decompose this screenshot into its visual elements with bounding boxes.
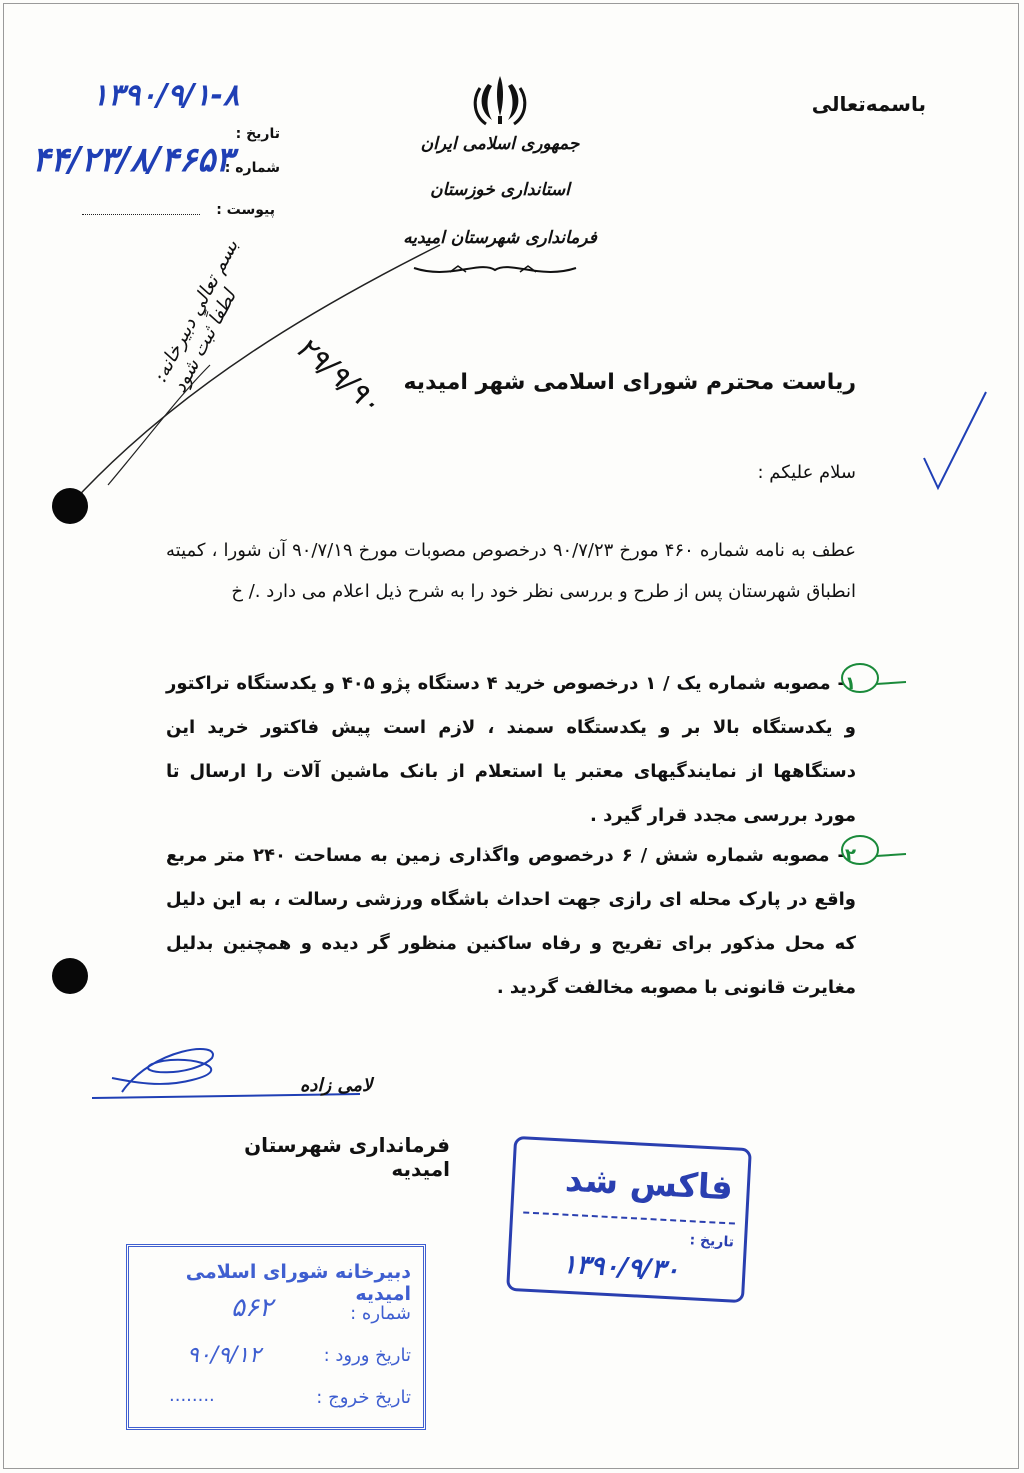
- basmala: باسمه‌تعالی: [811, 92, 926, 116]
- item-1-circle-mark: [836, 658, 908, 698]
- attachment-label: پیوست :: [216, 202, 275, 218]
- margin-note-date: ۲۹/۹/۹۰: [288, 329, 389, 422]
- number-handwritten: ۴۴/۲۳/۸/۴۶۵۳: [32, 140, 234, 180]
- item-number-circled: ۲: [845, 845, 856, 866]
- item-text: - مصوبه شماره یک / ۱ درخصوص خرید ۴ دستگاه پژو ۴۰۵ و یکدستگاه تراکتور و یکدستگاه بالا بر و یکدستگاه سمند ، لازم است پیش فاکتور خرید این دستگاهها از نمایندگیهای معتبر یا استعلام از بانک ماشین آلات را ارسال تا مورد بررسی مجدد قرار گیرد .: [166, 673, 856, 826]
- date-handwritten: ۱۳۹۰/۹/۱-۸: [92, 78, 240, 113]
- number-label: شماره :: [224, 160, 280, 176]
- org-line-country: جمهوری اسلامی ایران: [420, 134, 580, 154]
- org-line-province: استانداری خوزستان: [430, 180, 570, 200]
- iran-emblem-icon: [470, 72, 530, 128]
- item-text: - مصوبه شماره شش / ۶ درخصوص واگذاری زمین به مساحت ۲۴۰ متر مربع واقع در پارک محله ای رازی جهت احداث باشگاه ورزشی رسالت ، به این دلیل که محل مذکور برای تفریح و رفاه ساکنین منظور گر دیده و همچنین بدلیل مغایرت قانونی با مصوبه مخالفت گردید .: [166, 845, 856, 998]
- item-2-circle-mark: [836, 830, 908, 870]
- margin-stroke: [60, 235, 460, 515]
- secretariat-number-value: ۵۶۲: [231, 1293, 273, 1323]
- intro-paragraph: عطف به نامه شماره ۴۶۰ مورخ ۹۰/۷/۲۳ درخصوص مصوبات مورخ ۹۰/۷/۱۹ آن شورا ، کمیته انطباق شهرستان پس از طرح و بررسی نظر خود را به شرح ذیل اعلام می دارد ./ خ: [166, 540, 856, 602]
- org-line-county: فرمانداری شهرستان امیدیه: [403, 228, 597, 248]
- resolution-item-2: [166, 834, 856, 1010]
- punch-hole-bottom: [52, 958, 88, 994]
- fax-stamp-date-label: تاریخ :: [689, 1232, 735, 1251]
- check-mark-icon: [920, 388, 990, 498]
- recipient-line: ریاست محترم شورای اسلامی شهر امیدیه: [403, 370, 856, 395]
- signatory-title: فرمانداری شهرستان امیدیه: [244, 1133, 450, 1181]
- secretariat-entry-label: تاریخ ورود :: [323, 1345, 411, 1366]
- secretariat-stamp: [126, 1244, 426, 1430]
- signature-scribble: [92, 1038, 362, 1108]
- resolution-item-1: [166, 662, 856, 838]
- secretariat-number-label: شماره :: [350, 1303, 411, 1324]
- attachment-dots: [82, 200, 200, 215]
- greeting: سلام علیکم :: [757, 462, 856, 483]
- punch-hole-top: [52, 488, 88, 524]
- signatory-name: لامی زاده: [300, 1075, 373, 1096]
- margin-note: بسم تعالی دبیرخانه: لطفاً ثبت شود: [148, 235, 243, 397]
- secretariat-entry-value: ۹۰/۹/۱۲: [187, 1343, 261, 1368]
- secretariat-stamp-title: دبیرخانه شورای اسلامی امیدیه: [185, 1261, 411, 1305]
- secretariat-exit-value: ........: [169, 1385, 215, 1406]
- item-number-circled: ۱: [844, 673, 856, 694]
- fax-stamp-title: فاکس شد: [564, 1159, 734, 1209]
- fax-stamp: [506, 1136, 752, 1303]
- fax-stamp-date: ۱۳۹۰/۹/۳۰: [561, 1249, 680, 1286]
- secretariat-exit-label: تاریخ خروج :: [316, 1387, 411, 1408]
- fax-stamp-divider: [523, 1211, 735, 1224]
- date-label: تاریخ :: [235, 126, 280, 142]
